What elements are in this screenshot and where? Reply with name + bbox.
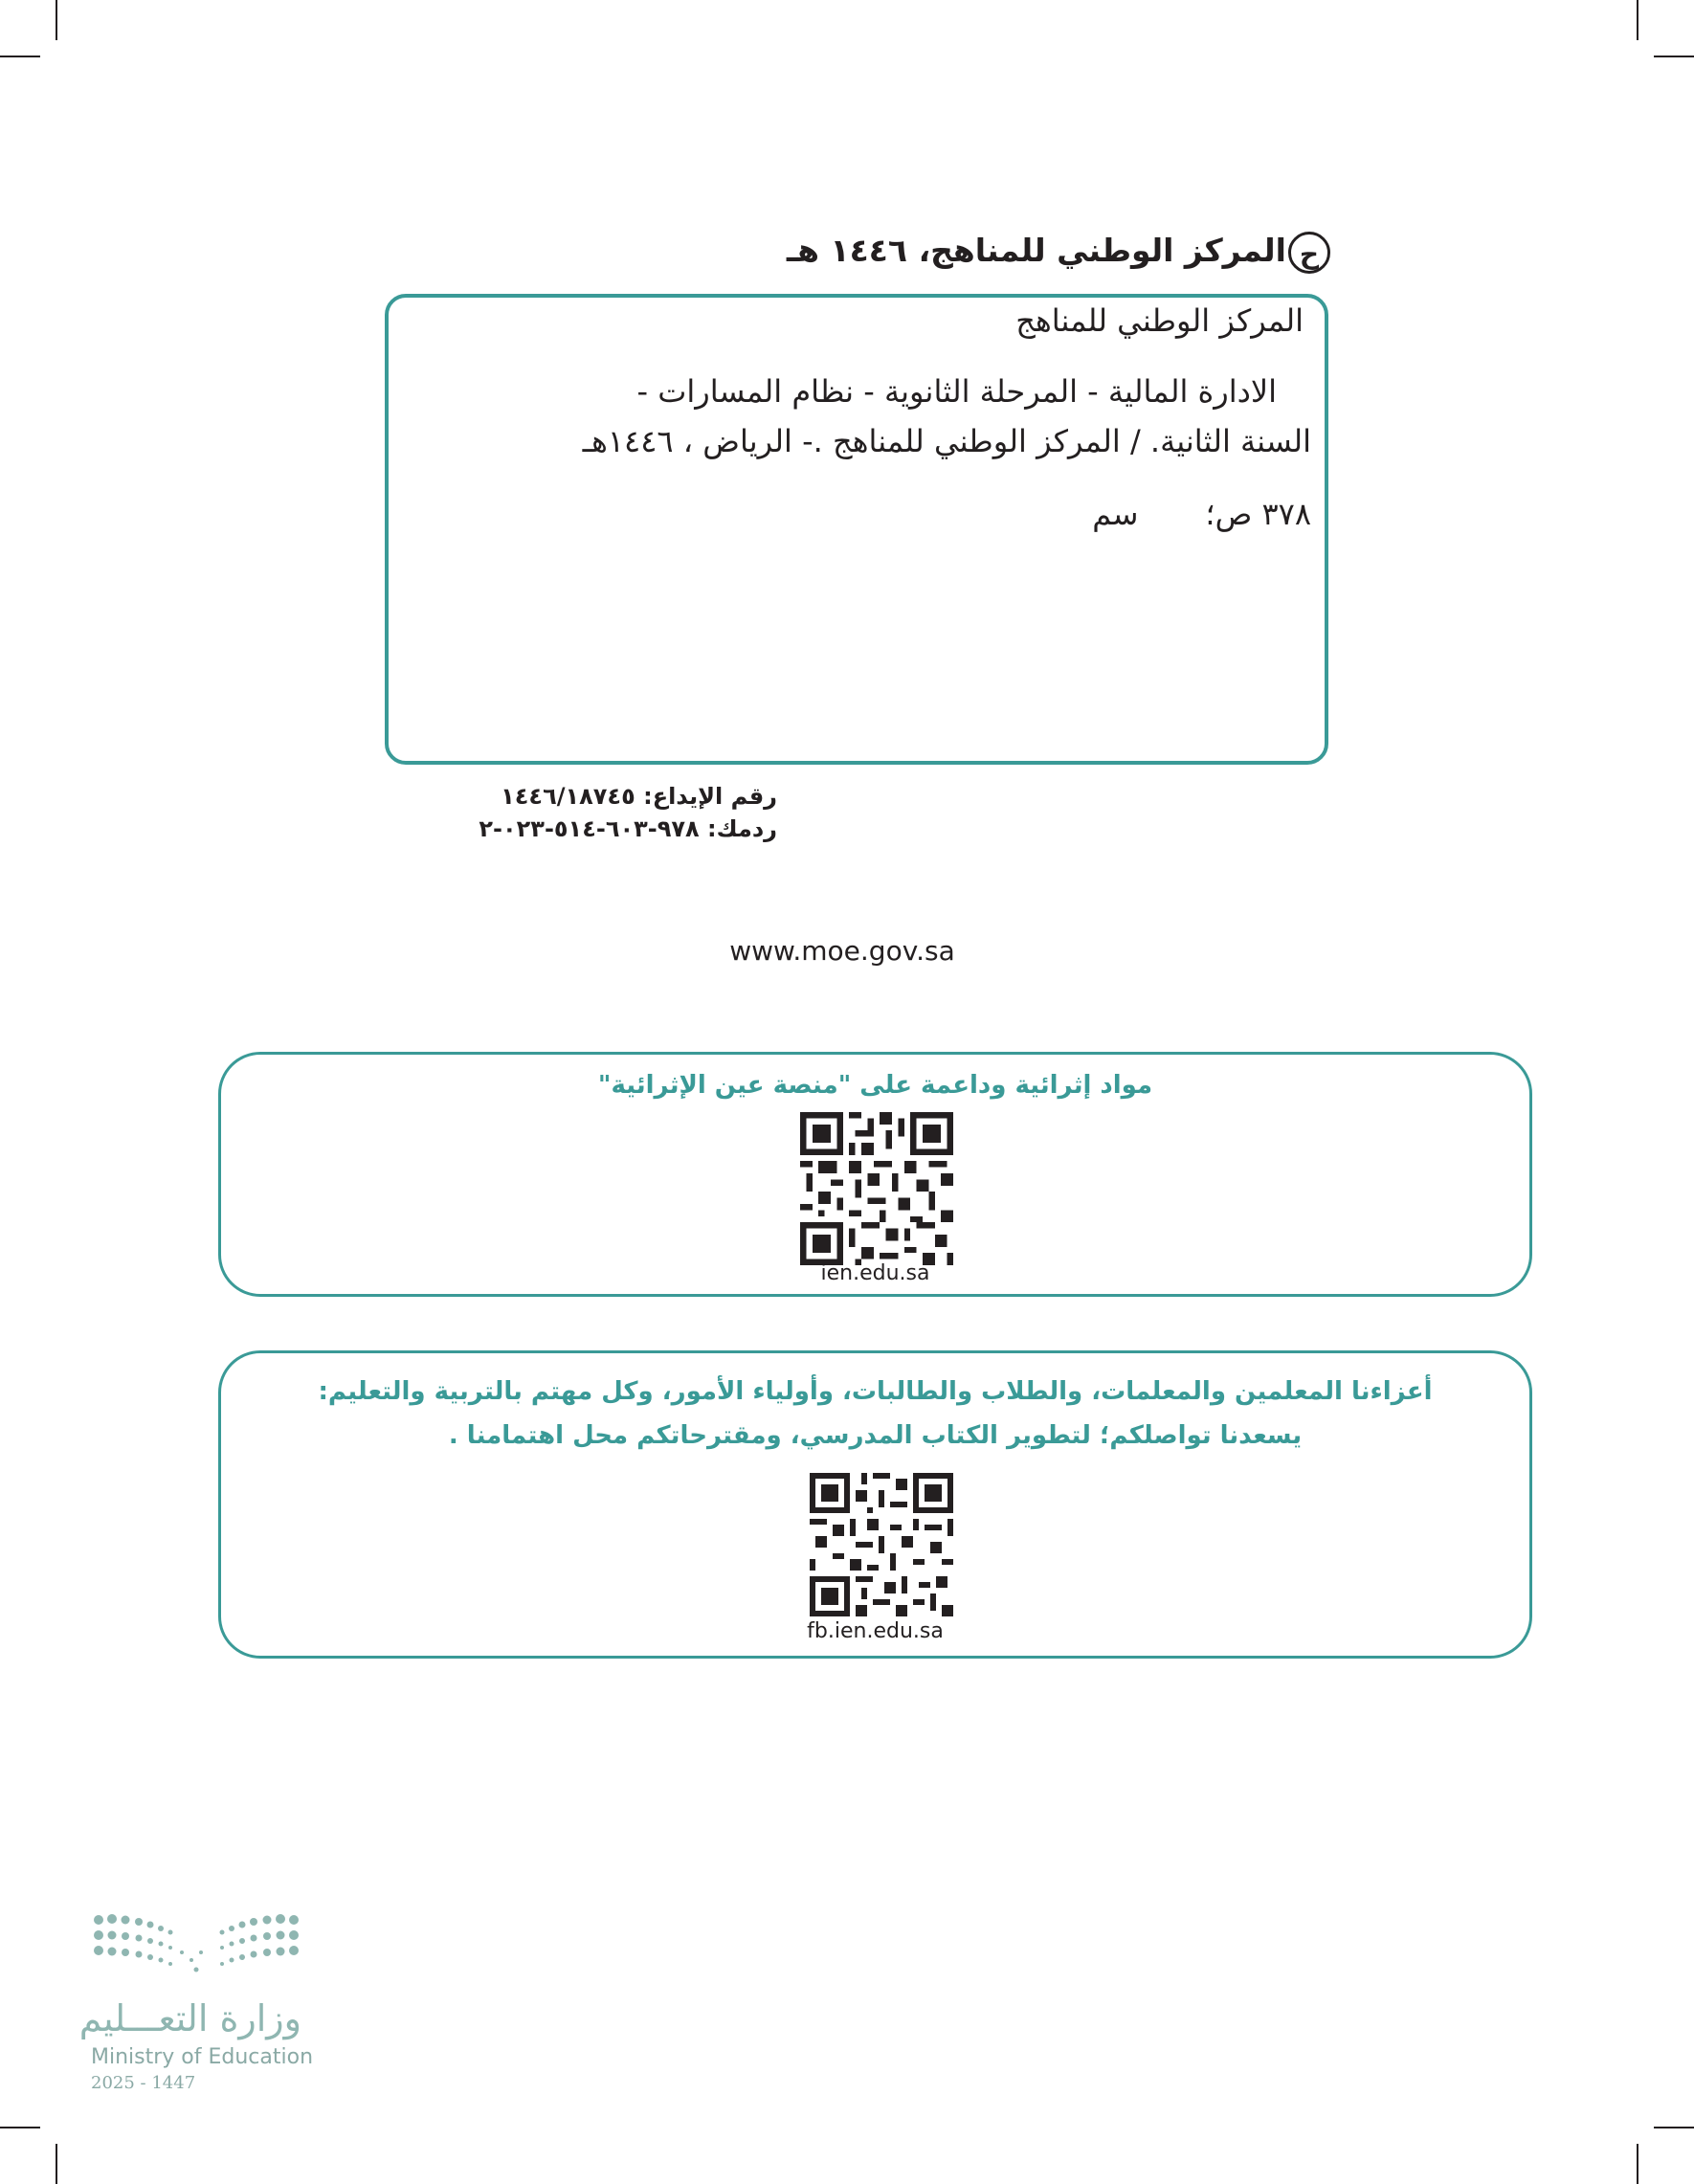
ministry-logo <box>78 1912 314 2104</box>
crop-mark <box>1654 56 1694 57</box>
crop-mark <box>1637 2144 1638 2184</box>
feedback-qr-code[interactable] <box>810 1473 953 1616</box>
feedback-panel <box>218 1350 1532 1659</box>
copyright-symbol: ح <box>1288 232 1330 274</box>
crop-mark <box>0 56 40 57</box>
feedback-line-2: يسعدنا تواصلكم؛ لتطوير الكتاب المدرسي، ومقترحاتكم محل اهتمامنا . <box>448 1421 1303 1450</box>
ien-qr-caption[interactable]: ien.edu.sa <box>820 1261 930 1285</box>
copyright-text: المركز الوطني للمناهج، ١٤٤٦ هـ <box>786 232 1286 269</box>
catalog-pages-line <box>1092 493 1311 535</box>
logo-arabic-text: وزارة التعـــليم <box>78 1997 301 2039</box>
isbn-number: ردمك: ٩٧٨-٦٠٣-٥١٤-٠٢٣-٢ <box>479 815 777 842</box>
crop-mark <box>1637 0 1638 40</box>
catalog-pages: ٣٧٨ ص؛ <box>1205 496 1311 532</box>
crop-mark <box>56 0 57 40</box>
deposit-number: رقم الإيداع: ١٤٤٦/١٨٧٤٥ <box>501 783 777 810</box>
copyright-line <box>469 222 1330 279</box>
website-link[interactable]: www.moe.gov.sa <box>729 935 955 967</box>
ien-heading: مواد إثرائية وداعمة على "منصة عين الإثرائية" <box>597 1071 1153 1100</box>
logo-year-text: 2025 - 1447 <box>91 2073 196 2093</box>
crop-mark <box>0 2127 40 2128</box>
ien-panel <box>218 1052 1532 1297</box>
catalog-author: المركز الوطني للمناهج <box>1015 302 1304 339</box>
catalog-title-line-2: السنة الثانية. / المركز الوطني للمناهج .- الرياض ، ١٤٤٦هـ <box>582 423 1311 459</box>
feedback-qr-caption[interactable]: fb.ien.edu.sa <box>807 1619 944 1643</box>
logo-english-text: Ministry of Education <box>91 2045 314 2069</box>
crop-mark <box>56 2144 57 2184</box>
logo-dots-icon <box>91 1912 301 1989</box>
deposit-block <box>421 780 777 845</box>
crop-mark <box>1654 2127 1694 2128</box>
catalog-box <box>385 294 1328 765</box>
feedback-line-1: أعزاءنا المعلمين والمعلمات، والطلاب والطالبات، وأولياء الأمور، وكل مهتم بالتربية والتعليم: <box>318 1377 1433 1406</box>
catalog-title-line-1: الادارة المالية - المرحلة الثانوية - نظام المسارات - <box>636 373 1277 410</box>
catalog-size-unit: سم <box>1092 496 1139 532</box>
ien-qr-code[interactable] <box>800 1112 953 1265</box>
